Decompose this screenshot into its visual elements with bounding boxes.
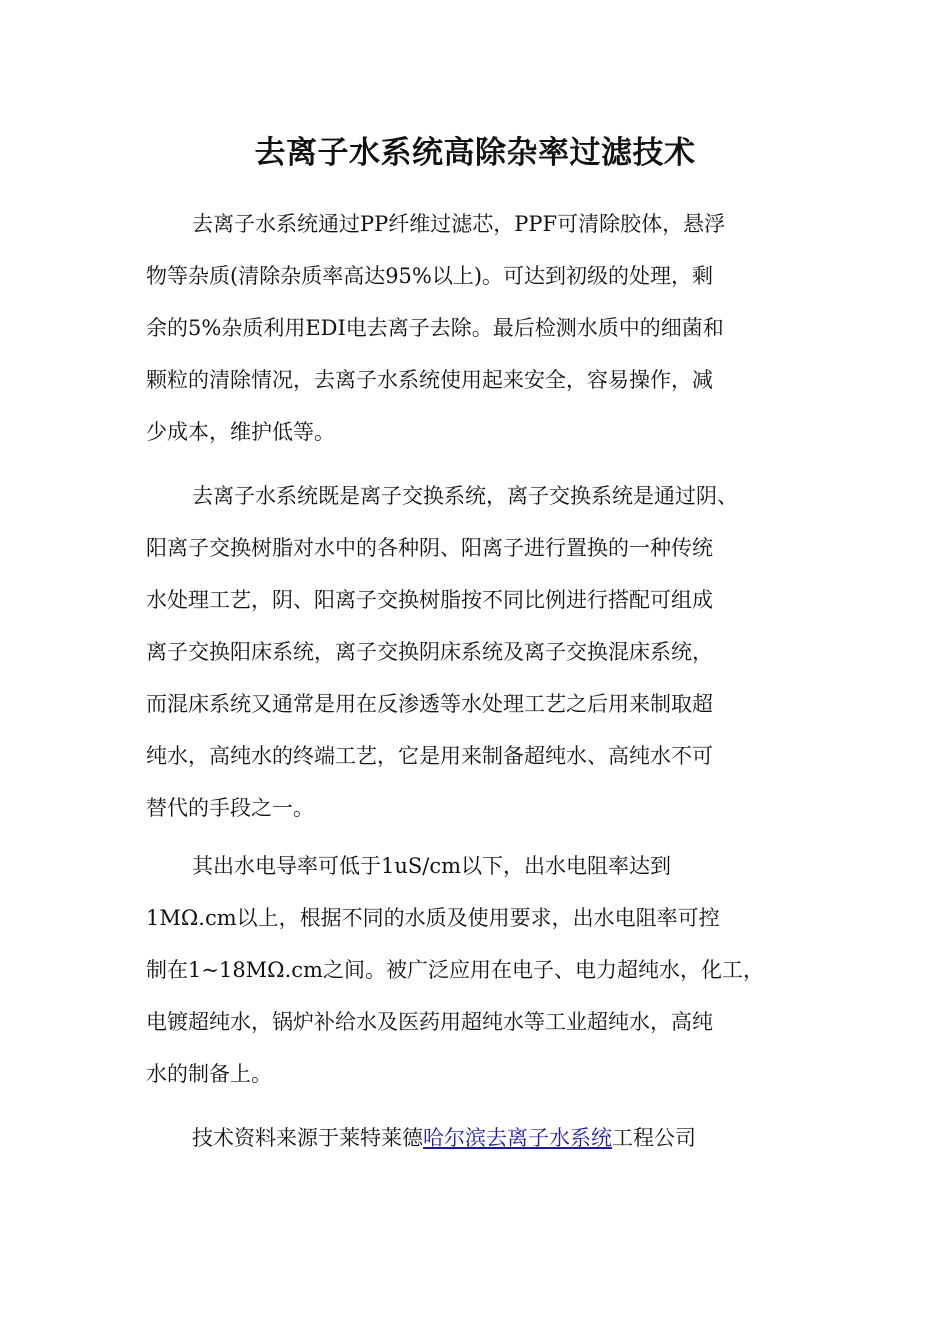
paragraph-line: 余的5%杂质利用EDI电去离子去除。最后检测水质中的细菌和: [146, 316, 724, 340]
paragraph-1: [146, 198, 816, 458]
paragraph-line: 1MΩ.cm以上，根据不同的水质及使用要求，出水电阻率可控: [146, 906, 720, 930]
paragraph-line: 替代的手段之一。: [146, 796, 314, 820]
paragraph-line: 少成本，维护低等。: [146, 420, 335, 444]
source-suffix: 工程公司: [612, 1126, 696, 1150]
paragraph-line: 制在1~18MΩ.cm之间。被广泛应用在电子、电力超纯水，化工，: [146, 958, 764, 982]
paragraph-line: 阳离子交换树脂对水中的各种阴、阳离子进行置换的一种传统: [146, 536, 713, 560]
paragraph-line: 水处理工艺，阴、阳离子交换树脂按不同比例进行搭配可组成: [146, 588, 713, 612]
paragraph-line: 而混床系统又通常是用在反渗透等水处理工艺之后用来制取超: [146, 692, 713, 716]
source-line: [146, 1112, 816, 1164]
paragraph-line: 去离子水系统既是离子交换系统，离子交换系统是通过阴、: [192, 484, 738, 508]
source-paragraph: [146, 1112, 816, 1164]
source-link[interactable]: 哈尔滨去离子水系统: [423, 1126, 612, 1150]
page-title: 去离子水系统高除杂率过滤技术: [254, 135, 696, 171]
source-prefix: 技术资料来源于莱特莱德: [192, 1126, 423, 1150]
paragraph-line: 其出水电导率可低于1uS/cm以下，出水电阻率达到: [192, 854, 672, 878]
paragraph-line: 水的制备上。: [146, 1062, 272, 1086]
paragraph-line: 离子交换阳床系统，离子交换阴床系统及离子交换混床系统，: [146, 640, 713, 664]
paragraph-3: [146, 840, 816, 1100]
paragraph-line: 纯水，高纯水的终端工艺，它是用来制备超纯水、高纯水不可: [146, 744, 713, 768]
paragraph-line: 电镀超纯水，锅炉补给水及医药用超纯水等工业超纯水，高纯: [146, 1010, 713, 1034]
paragraph-line: 物等杂质(清除杂质率高达95%以上)。可达到初级的处理，剩: [146, 264, 714, 288]
paragraph-line: 去离子水系统通过PP纤维过滤芯，PPF可清除胶体，悬浮: [192, 212, 726, 236]
paragraph-2: [146, 470, 816, 834]
paragraph-line: 颗粒的清除情况，去离子水系统使用起来安全，容易操作，减: [146, 368, 713, 392]
